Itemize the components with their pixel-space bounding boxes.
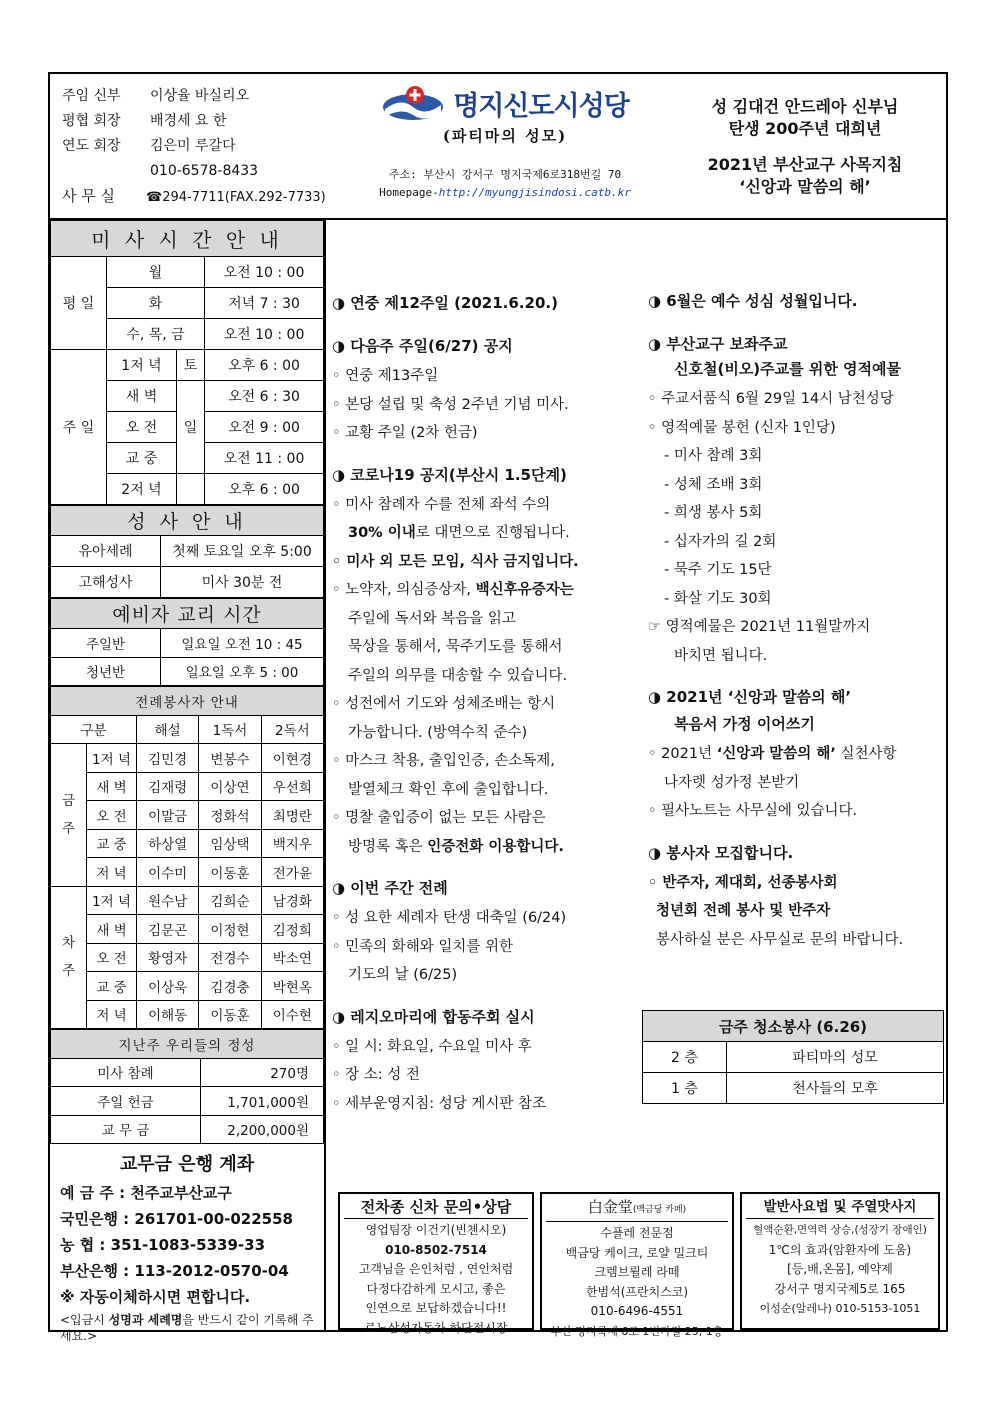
notice-line: 묵상을 통해서, 묵주기도를 통해서 — [348, 639, 563, 655]
cleaning-group: 파티마의 성모 — [727, 1042, 944, 1073]
header-motto — [670, 96, 940, 198]
offering-table — [50, 1029, 324, 1144]
servers-header: 해설 — [137, 715, 199, 744]
mass-name: 교 중 — [107, 443, 177, 474]
servers-cell: 이정현 — [199, 915, 261, 944]
ad-line: 강서구 명지국제5로 165 — [774, 1281, 906, 1296]
notice-line: 청년회 전례 봉사 및 반주자 — [656, 903, 831, 919]
ad-line: 010-8502-7514 — [385, 1242, 487, 1257]
offering-value: 1,701,000원 — [201, 1087, 324, 1116]
servers-cell: 이현경 — [261, 744, 323, 773]
servers-cell: 이동훈 — [199, 858, 261, 887]
notice-line: ◦ 반주자, 제대회, 선종봉사회 — [648, 874, 838, 891]
notice-line: ◦ 주교서품식 6월 29일 14시 남천성당 — [648, 391, 894, 407]
staff-name: 이상율 바실리오 — [150, 88, 250, 104]
servers-cell: 이상연 — [199, 772, 261, 801]
offering-value: 2,200,000원 — [201, 1115, 324, 1144]
notice-line: ◦ 미사 외 모든 모임, 식사 금지입니다. — [332, 553, 579, 570]
staff-role: 연도 회장 — [62, 138, 121, 154]
notice-line: ◦ 성전에서 기도와 성체조배는 항시 — [332, 696, 556, 712]
notice-line — [332, 519, 642, 548]
cleaning-group: 천사들의 모후 — [727, 1073, 944, 1104]
ad-line: 수플레 전문점 — [600, 1226, 674, 1240]
bulletin-header — [50, 74, 946, 220]
notice-bold: 인증전화 이용합니다. — [427, 838, 564, 855]
mass-schedule-title: 미 사 시 간 안 내 — [51, 221, 324, 257]
notice-line: ◦ 명찰 출입증이 없는 모든 사람은 — [332, 810, 546, 826]
sacrament-table — [50, 505, 324, 598]
homepage-label: Homepage- — [379, 186, 439, 199]
section-title: 신호철(비오)주교를 위한 영적예물 — [674, 360, 902, 378]
catechism-name: 주일반 — [51, 629, 161, 658]
bank-line: 국민은행 : 261701-00-022558 — [60, 1210, 293, 1228]
bank-title: 교무금 은행 계좌 — [119, 1154, 255, 1175]
servers-cell: 새 벽 — [87, 772, 137, 801]
servers-cell: 이말금 — [137, 801, 199, 830]
motto-line: 탄생 200주년 대희년 — [728, 119, 882, 138]
notice-line: ◦ 연중 제13주일 — [332, 368, 439, 384]
catechism-table — [50, 598, 324, 686]
ad-line: 백금당 케이크, 로얄 밀크티 — [565, 1245, 709, 1260]
notice-line: ◦ 미사 참례자 수를 전체 좌석 수의 — [332, 496, 551, 513]
section-title: ◑ 부산교구 보좌주교 — [648, 335, 788, 353]
notice-line: 주일에 독서와 복음을 읽고 — [348, 610, 516, 627]
ad-line: 인연으로 보답하겠습니다!! — [365, 1301, 507, 1315]
bank-line: 예 금 주 : 천주교부산교구 — [60, 1184, 232, 1202]
notice-line — [332, 833, 642, 862]
servers-cell: 저 녁 — [87, 858, 137, 887]
bank-note-text: 을 반드시 같이 기록해 주세요.> — [60, 1313, 314, 1343]
bank-line: 농 협 : 351-1083-5339-33 — [60, 1236, 266, 1254]
section-title: ◑ 2021년 ‘신앙과 말씀의 해’ — [648, 688, 852, 706]
office-phone: ☎294-7711(FAX.292-7733) — [146, 190, 326, 205]
ad-title: 발반사요법 및 주열맛사지 — [746, 1196, 934, 1219]
notice-bold: 30% 이내 — [348, 525, 416, 541]
notice-line: 가능합니다. (방역수칙 준수) — [348, 724, 528, 741]
bank-note-text: <입금시 — [60, 1313, 109, 1327]
sacrament-value: 미사 30분 전 — [161, 567, 324, 598]
servers-header: 1독서 — [199, 715, 261, 744]
staff-name: 김은미 루갈다 — [150, 138, 236, 154]
bank-note — [60, 1312, 314, 1344]
ad-title-block — [546, 1196, 728, 1222]
sunday-mark: 일 — [177, 381, 205, 474]
mass-time: 오전 9 : 00 — [205, 412, 324, 443]
notice-bold: 백신후유증자는 — [475, 582, 574, 598]
offering-name: 교 무 금 — [51, 1115, 201, 1144]
servers-cell: 오 전 — [87, 943, 137, 972]
servers-cell: 우선희 — [261, 772, 323, 801]
servers-cell: 원수남 — [137, 886, 199, 915]
mass-day: 화 — [107, 288, 205, 319]
ad-line: 1℃의 효과(암환자에 도움) — [768, 1242, 912, 1257]
notice-line — [332, 576, 642, 605]
saturday-mark: 토 — [177, 350, 205, 381]
servers-cell: 전경수 — [199, 943, 261, 972]
mass-time: 오후 6 : 00 — [205, 474, 324, 505]
ad-line: 다정다감하게 모시고, 좋은 — [366, 1281, 506, 1296]
servers-cell: 교 중 — [87, 972, 137, 1001]
bank-note-bold: 성명과 세례명 — [108, 1313, 183, 1327]
section-title: ◑ 이번 주간 전례 — [332, 879, 448, 897]
notice-line: ◦ 세부운영지침: 성당 게시판 참조 — [332, 1095, 546, 1112]
ad-title: 白金堂 — [587, 1198, 633, 1216]
ad-line: 영업팀장 이건기(빈첸시오) — [365, 1223, 507, 1237]
servers-cell: 교 중 — [87, 829, 137, 858]
servers-cell: 1저 녁 — [87, 744, 137, 773]
notice-text: ◦ 노약자, 의심증상자, — [332, 582, 476, 598]
sunday-label: 주 일 — [51, 350, 107, 505]
notice-line: - 희생 봉사 5회 — [664, 505, 763, 521]
notice-line: - 묵주 기도 15단 — [664, 562, 772, 578]
mass-time: 오전 6 : 30 — [205, 381, 324, 412]
servers-cell: 최명란 — [261, 801, 323, 830]
mass-day: 월 — [107, 257, 205, 288]
servers-cell: 하상열 — [137, 829, 199, 858]
section-title: ◑ 코로나19 공지(부산시 1.5단계) — [332, 465, 567, 484]
mass-time: 저녁 7 : 30 — [205, 288, 324, 319]
notice-line: - 십자가의 길 2회 — [664, 533, 777, 550]
servers-cell: 전가윤 — [261, 858, 323, 887]
ad-title-small: (백금당 카페) — [632, 1205, 687, 1215]
catechism-value: 일요일 오전 10 : 45 — [161, 629, 324, 658]
church-logo-icon — [381, 85, 445, 123]
catechism-title: 예비자 교리 시간 — [51, 599, 324, 629]
notice-line: 봉사하실 분은 사무실로 문의 바랍니다. — [656, 931, 904, 948]
ad-title: 전차종 신차 문의•상담 — [344, 1196, 528, 1219]
middle-column — [332, 220, 642, 1118]
office-label: 사 무 실 — [62, 187, 116, 205]
mass-name: 오 전 — [107, 412, 177, 443]
mass-day: 수, 목, 금 — [107, 319, 205, 350]
ad-cafe — [540, 1192, 734, 1338]
servers-cell: 박소연 — [261, 943, 323, 972]
servers-cell: 임상택 — [199, 829, 261, 858]
notice-line: ◦ 민족의 화해와 일치를 위한 — [332, 938, 514, 955]
servers-cell: 김희순 — [199, 886, 261, 915]
church-subtitle: (파티마의 성모) — [442, 127, 568, 145]
staff-list — [62, 84, 326, 210]
servers-header: 2독서 — [261, 715, 323, 744]
cleaning-table — [642, 1010, 944, 1104]
servers-cell: 이해동 — [137, 1000, 199, 1029]
notice-line: ◦ 교황 주일 (2차 헌금) — [332, 425, 478, 441]
mass-name: 1저 녁 — [107, 350, 177, 381]
notice-line: 주일의 의무를 대송할 수 있습니다. — [348, 667, 568, 684]
catechism-name: 청년반 — [51, 657, 161, 686]
church-address: 주소: 부산시 강서구 명지국제6로318번길 70 — [388, 168, 622, 181]
offering-title: 지난주 우리들의 정성 — [51, 1030, 324, 1059]
servers-table — [50, 686, 324, 1029]
servers-cell: 새 벽 — [87, 915, 137, 944]
ad-line: 고객님을 은인처럼 , 연인처럼 — [358, 1262, 514, 1276]
church-logo-block — [340, 84, 670, 199]
cleaning-floor: 2 층 — [643, 1042, 727, 1073]
mass-time: 오후 6 : 00 — [205, 350, 324, 381]
mass-time: 오전 11 : 00 — [205, 443, 324, 474]
homepage-link[interactable]: http://myungjisindosi.catb.kr — [438, 186, 631, 199]
servers-cell: 정화석 — [199, 801, 261, 830]
servers-cell: 오 전 — [87, 801, 137, 830]
servers-cell: 1저 녁 — [87, 886, 137, 915]
notice-line: ◦ 장 소: 성 전 — [332, 1067, 420, 1083]
servers-cell: 백지우 — [261, 829, 323, 858]
servers-cell: 저 녁 — [87, 1000, 137, 1029]
notice-line: ◦ 일 시: 화요일, 수요일 미사 후 — [332, 1038, 532, 1055]
notice-line: - 성체 조배 3회 — [664, 476, 763, 493]
cleaning-title: 금주 청소봉사 (6.26) — [643, 1011, 944, 1042]
offering-name: 주일 헌금 — [51, 1087, 201, 1116]
notice-line: ◦ 영적예물 봉헌 (신자 1인당) — [648, 419, 836, 436]
weekday-label: 평 일 — [51, 257, 107, 350]
ad-car-dealer — [338, 1192, 534, 1335]
next-week-label: 차 주 — [51, 886, 87, 1029]
servers-cell: 이수현 — [261, 1000, 323, 1029]
notice-line: 바치면 됩니다. — [674, 647, 768, 664]
notice-text: ◦ 2021년 — [648, 746, 717, 762]
ad-line: 010-6496-4551 — [590, 1304, 684, 1318]
phone-number: 010-6578-8433 — [150, 163, 259, 179]
notice-line: ◦ 본당 설립 및 축성 2주년 기념 미사. — [332, 396, 569, 413]
sacrament-name: 유아세례 — [51, 536, 161, 567]
offering-value: 270명 — [201, 1058, 324, 1087]
section-title: ◑ 레지오마리에 합동주회 실시 — [332, 1007, 535, 1026]
notice-line: 나자렛 성가정 본받기 — [664, 774, 800, 791]
notice-line: ☞ 영적예물은 2021년 11월말까지 — [648, 619, 871, 635]
this-week-label: 금 주 — [51, 744, 87, 887]
notice-line: - 미사 참례 3회 — [664, 448, 763, 464]
notice-line: - 화살 기도 30회 — [664, 590, 772, 607]
offering-name: 미사 참례 — [51, 1058, 201, 1087]
staff-role: 평협 회장 — [62, 113, 121, 129]
servers-cell: 남경화 — [261, 886, 323, 915]
servers-cell: 김민경 — [137, 744, 199, 773]
ad-line: 한범석(프란치스코) — [585, 1284, 689, 1299]
section-title: 복음서 가정 이어쓰기 — [674, 715, 815, 733]
servers-cell: 김경충 — [199, 972, 261, 1001]
ad-line: 혈액순환,면역력 상승,(성장기 장애인) — [753, 1224, 927, 1236]
cleaning-floor: 1 층 — [643, 1073, 727, 1104]
sacrament-value: 첫째 토요일 오후 5:00 — [161, 536, 324, 567]
motto-line: 성 김대건 안드레아 신부님 — [711, 97, 899, 116]
servers-title: 전례봉사자 안내 — [51, 687, 324, 716]
bank-account-block — [50, 1144, 324, 1344]
ad-line: 이성순(알레나) 010-5153-1051 — [759, 1302, 921, 1315]
notice-text: 방명록 혹은 — [348, 838, 428, 855]
ad-line: 크렘브륄레 라떼 — [594, 1265, 680, 1279]
servers-cell: 박현옥 — [261, 972, 323, 1001]
catechism-value: 일요일 오후 5 : 00 — [161, 657, 324, 686]
notice-text: 로 대면으로 진행됩니다. — [415, 525, 570, 541]
servers-cell: 황영자 — [137, 943, 199, 972]
bank-line: ※ 자동이체하시면 편합니다. — [60, 1288, 251, 1306]
servers-cell: 김문곤 — [137, 915, 199, 944]
staff-name: 배경세 요 한 — [150, 113, 227, 129]
motto-line: 2021년 부산교구 사목지침 — [707, 155, 903, 174]
right-column — [648, 220, 948, 954]
bulletin-frame — [48, 72, 948, 1343]
church-name: 명지신도시성당 — [453, 91, 629, 122]
servers-cell: 김재령 — [137, 772, 199, 801]
notice-text: 실천사항 — [835, 746, 897, 762]
ad-line: 르노삼성자동차 하단전시장 — [364, 1320, 508, 1335]
section-title: ◑ 연중 제12주일 (2021.6.20.) — [332, 294, 558, 312]
ad-massage — [740, 1192, 940, 1330]
mass-name: 새 벽 — [107, 381, 177, 412]
sacrament-name: 고해성사 — [51, 567, 161, 598]
servers-cell: 이수미 — [137, 858, 199, 887]
notice-line — [648, 740, 948, 769]
mass-time: 오전 10 : 00 — [205, 257, 324, 288]
left-column — [50, 220, 326, 1343]
mass-time: 오전 10 : 00 — [205, 319, 324, 350]
section-title: ◑ 6월은 예수 성심 성월입니다. — [648, 292, 858, 310]
ad-line: [등,배,온몸], 예약제 — [787, 1262, 893, 1276]
servers-cell: 이상욱 — [137, 972, 199, 1001]
sacrament-title: 성 사 안 내 — [51, 506, 324, 536]
mass-schedule-table — [50, 220, 324, 505]
section-title: ◑ 봉사자 모집합니다. — [648, 843, 794, 862]
mass-name: 2저 녁 — [107, 474, 177, 505]
servers-cell: 김정희 — [261, 915, 323, 944]
notice-line: ◦ 필사노트는 사무실에 있습니다. — [648, 803, 858, 819]
servers-header: 구분 — [51, 715, 137, 744]
notice-bold: ‘신앙과 말씀의 해’ — [716, 746, 836, 762]
servers-cell: 이동훈 — [199, 1000, 261, 1029]
bank-line: 부산은행 : 113-2012-0570-04 — [60, 1262, 289, 1280]
motto-line: ‘신앙과 말씀의 해’ — [739, 177, 871, 196]
church-homepage — [340, 186, 670, 199]
ad-line: 부산 명지국제 6로 1번가길 25, 1층 — [550, 1324, 724, 1338]
section-title: ◑ 다음주 주일(6/27) 공지 — [332, 337, 513, 355]
notice-line: 기도의 날 (6/25) — [348, 967, 458, 983]
notice-line: 발열체크 확인 후에 출입합니다. — [348, 781, 549, 798]
servers-cell: 변봉수 — [199, 744, 261, 773]
notice-line: ◦ 마스크 착용, 출입인증, 손소독제, — [332, 753, 555, 769]
staff-role: 주임 신부 — [62, 88, 121, 104]
ads-row — [334, 1188, 946, 1338]
notice-line: ◦ 성 요한 세례자 탄생 대축일 (6/24) — [332, 910, 567, 926]
